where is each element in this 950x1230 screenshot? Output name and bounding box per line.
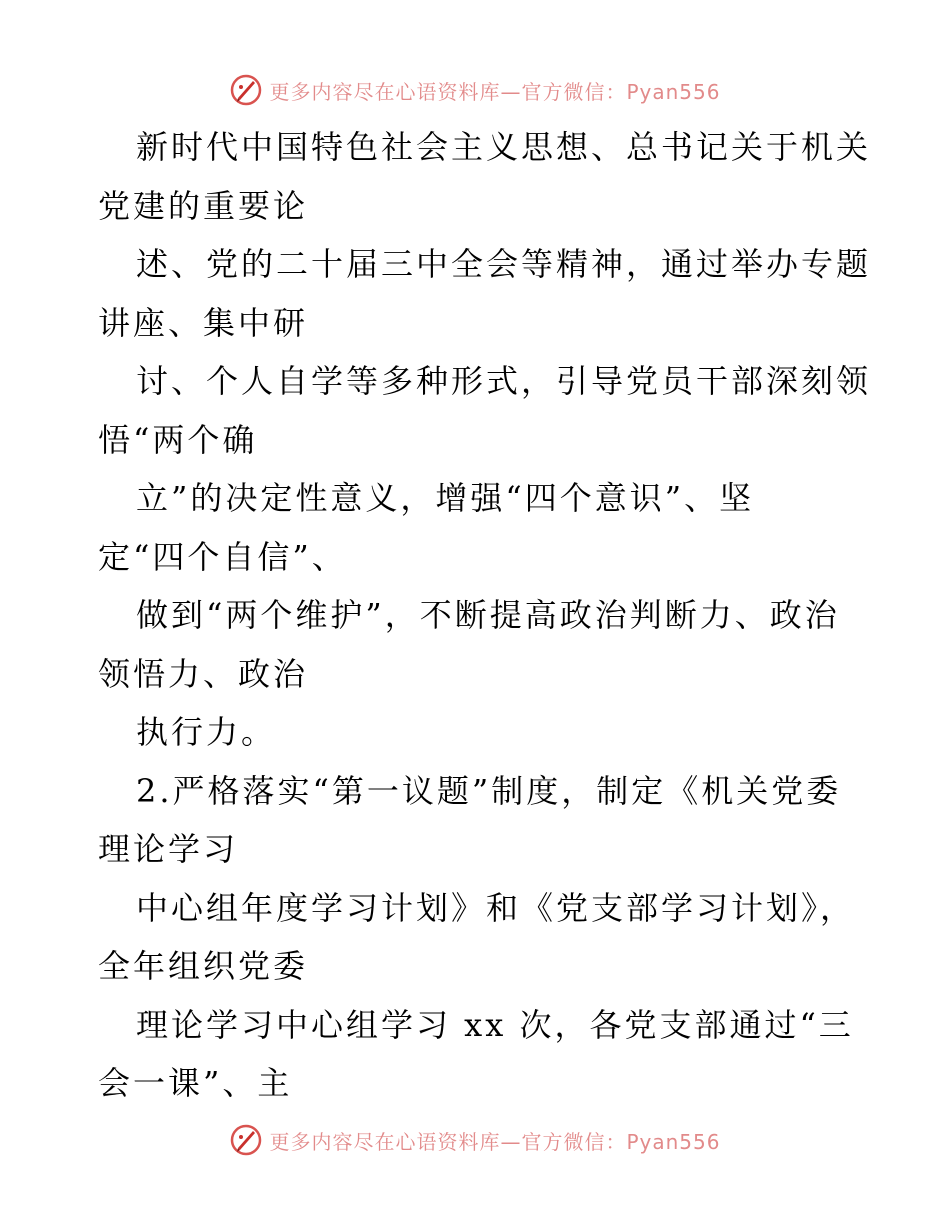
watermark-text: 更多内容尽在心语资料库—官方微信：Pyan556 bbox=[269, 1129, 721, 1154]
text-line: 全年组织党委 bbox=[98, 947, 309, 985]
text-line: 讨、个人自学等多种形式，引导党员干部深刻领 bbox=[136, 362, 872, 400]
text-line: 讲座、集中研 bbox=[98, 303, 309, 342]
text-line: 理论学习 bbox=[98, 830, 239, 868]
text-line: 会一课”、主 bbox=[98, 1064, 293, 1102]
text-line: 悟“两个确 bbox=[98, 420, 258, 459]
text-line: 述、党的二十届三中全会等精神，通过举办专题 bbox=[136, 245, 872, 283]
text-line: 领悟力、政治 bbox=[98, 654, 309, 693]
text-line: 立”的决定性意义，增强“四个意识”、坚 bbox=[136, 479, 755, 517]
text-line: 做到“两个维护”，不断提高政治判断力、政治 bbox=[136, 596, 840, 634]
watermark-header bbox=[0, 70, 950, 110]
watermark-footer bbox=[0, 1120, 950, 1160]
text-line: 定“四个自信”、 bbox=[98, 537, 347, 576]
text-line: 理论学习中心组学习 xx 次，各党支部通过“三 bbox=[136, 1005, 854, 1044]
text-line: 2.严格落实“第一议题”制度，制定《机关党委 bbox=[136, 771, 842, 810]
quill-pen-logo-icon bbox=[229, 1123, 263, 1157]
text-line: 新时代中国特色社会主义思想、总书记关于机关 bbox=[136, 128, 872, 166]
watermark-text: 更多内容尽在心语资料库—官方微信：Pyan556 bbox=[269, 79, 721, 104]
text-line: 执行力。 bbox=[136, 713, 277, 751]
text-line: 中心组年度学习计划》和《党支部学习计划》， bbox=[136, 888, 856, 927]
text-line: 党建的重要论 bbox=[98, 186, 309, 225]
document-body bbox=[98, 118, 872, 1113]
quill-pen-logo-icon bbox=[229, 73, 263, 107]
